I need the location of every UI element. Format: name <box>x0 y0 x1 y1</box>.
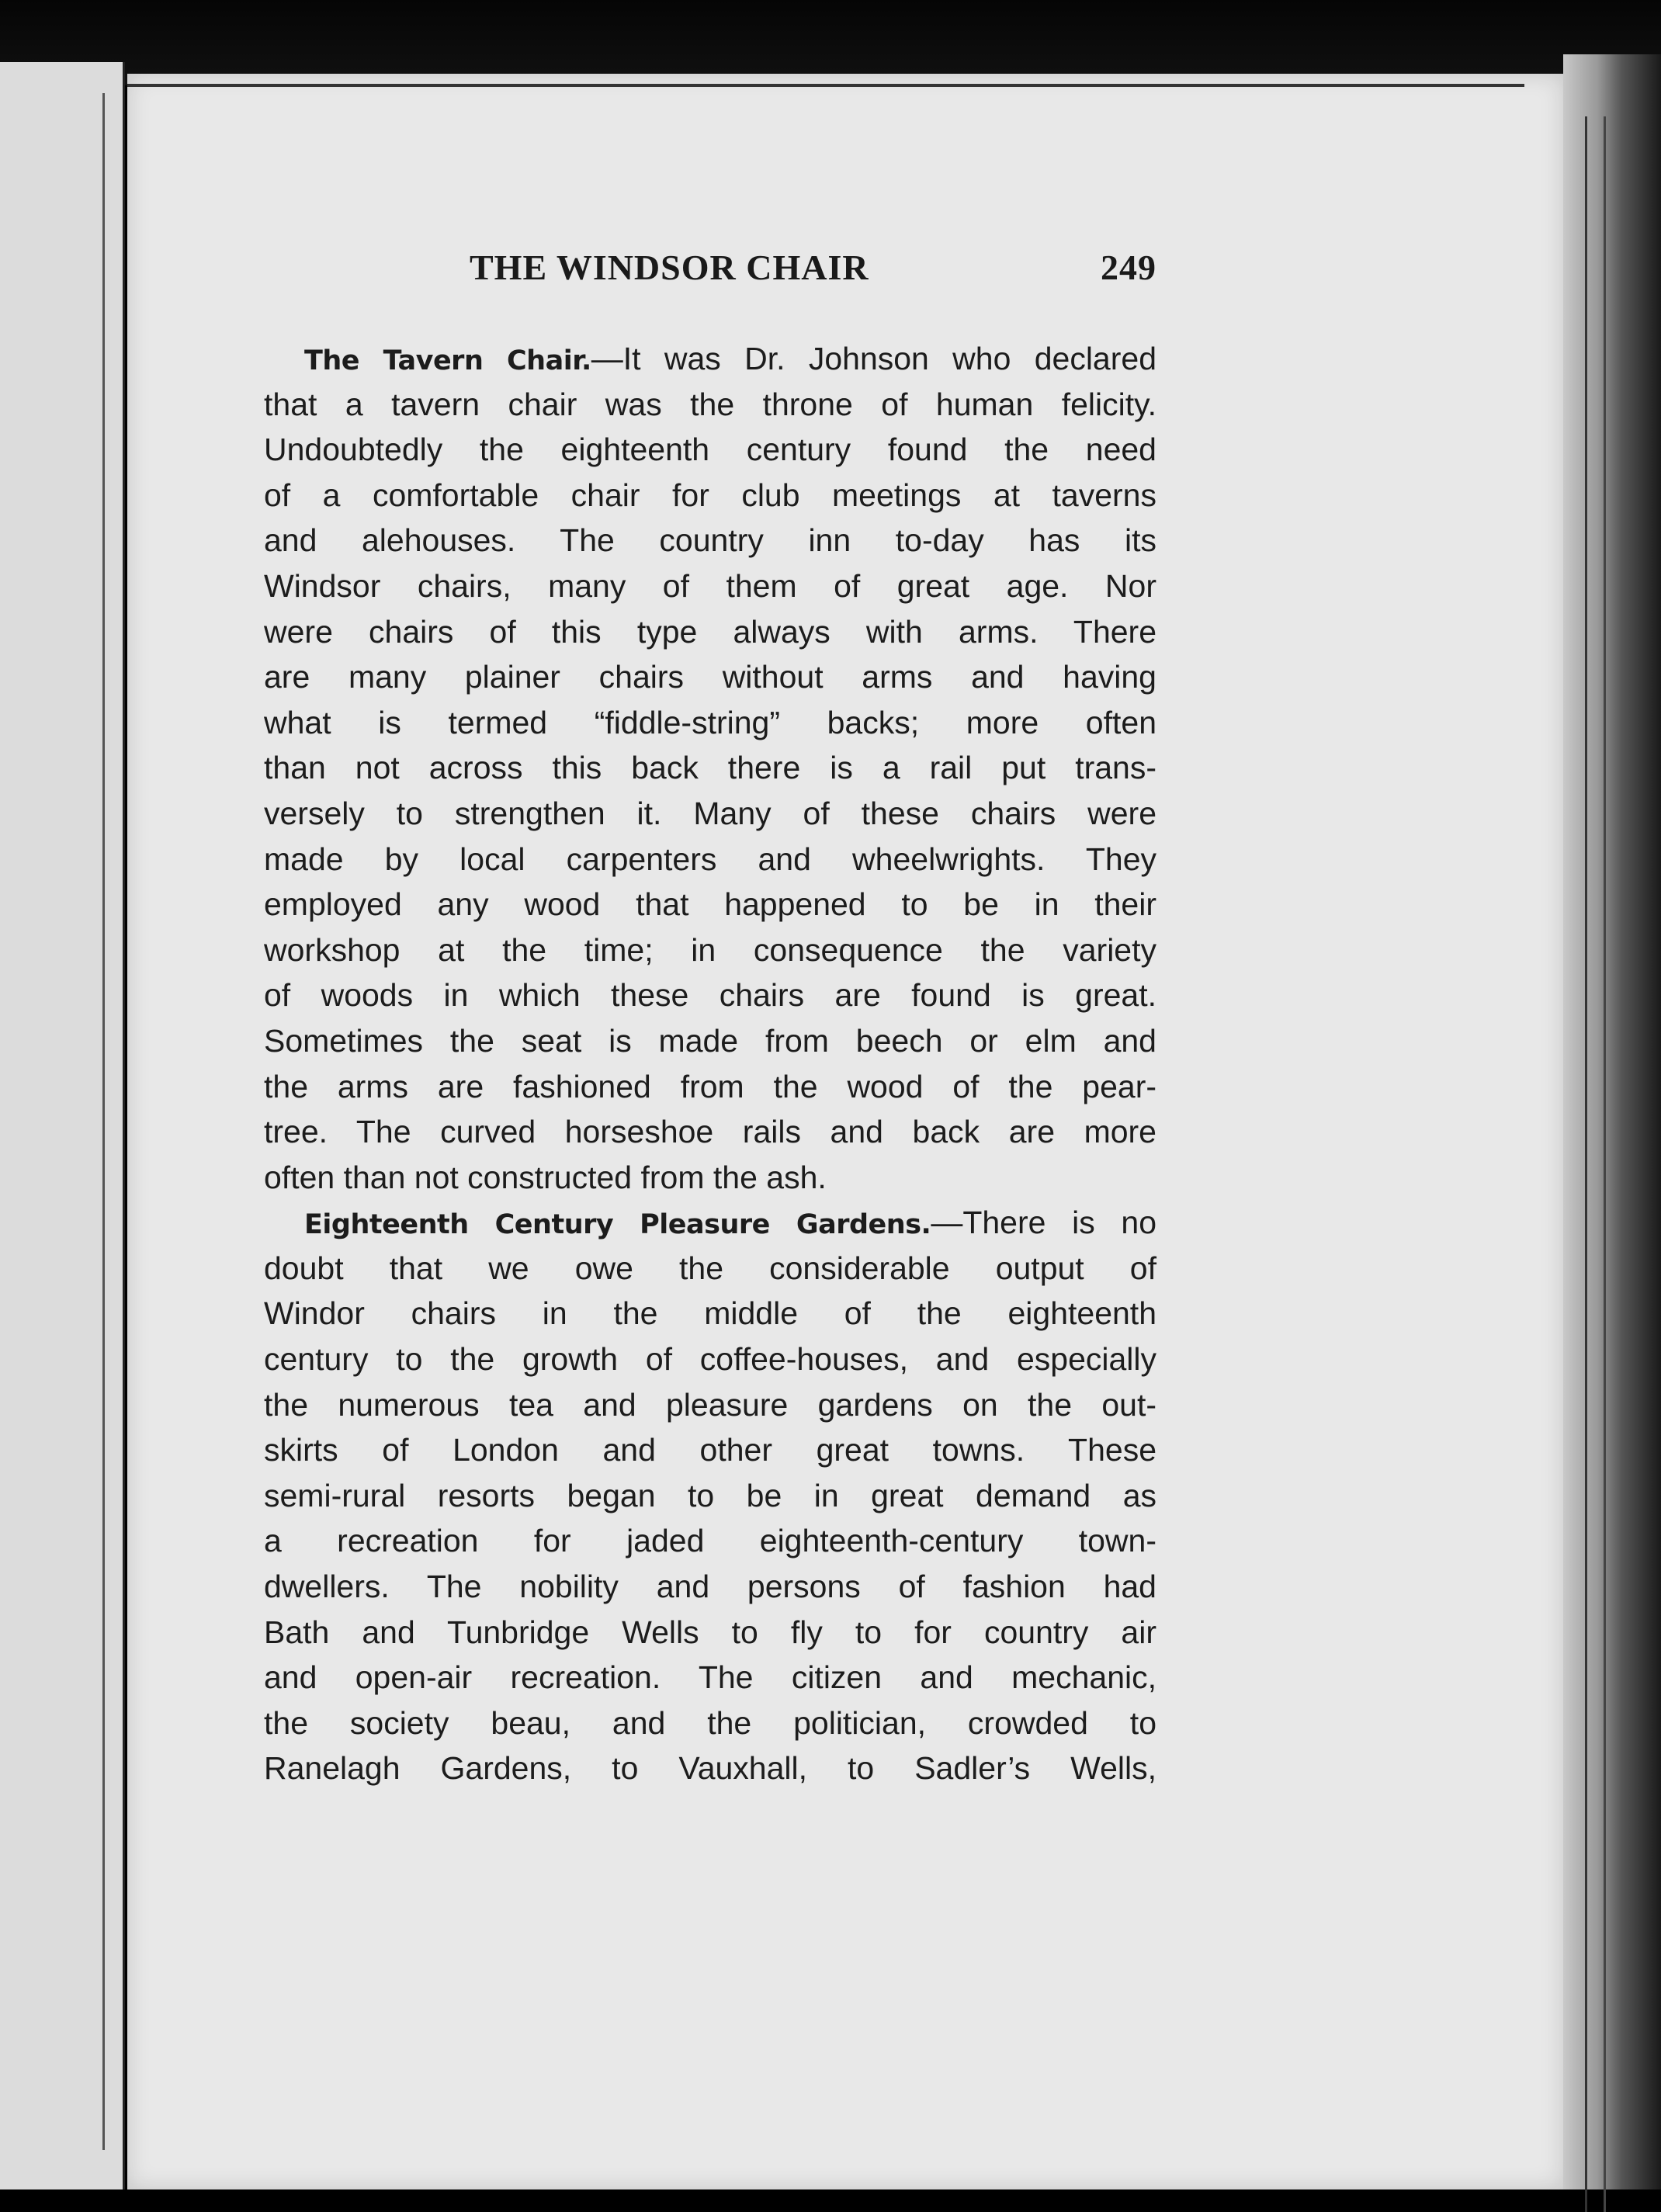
text-line: made by local carpenters and wheelwrights. They <box>264 841 1156 877</box>
text-line: The Tavern Chair.—It was Dr. Johnson who declared <box>304 341 1156 376</box>
section-heading: The Tavern Chair. <box>304 345 591 376</box>
fore-edge-line <box>1604 116 1606 2212</box>
text-line: often than not constructed from the ash. <box>264 1159 827 1195</box>
gutter-line <box>102 93 105 2150</box>
text-line: semi-rural resorts began to be in great demand as <box>264 1477 1156 1513</box>
text-line: a recreation for jaded eighteenth-century town- <box>264 1523 1156 1559</box>
text-line: Bath and Tunbridge Wells to fly to for country air <box>264 1614 1156 1650</box>
text-line: century to the growth of coffee-houses, and especially <box>264 1341 1156 1378</box>
running-head <box>264 247 1156 301</box>
text-line: skirts of London and other great towns. These <box>264 1432 1156 1468</box>
text-line: of woods in which these chairs are found is great. <box>264 977 1156 1014</box>
body-text <box>264 336 1156 1791</box>
page-top-edge <box>127 84 1524 87</box>
text-line: the society beau, and the politician, crowded to <box>264 1704 1156 1741</box>
text-line: workshop at the time; in consequence the variety <box>264 931 1156 968</box>
text-line: versely to strengthen it. Many of these chairs were <box>264 795 1156 831</box>
text-line: the numerous tea and pleasure gardens on the out- <box>264 1386 1156 1423</box>
text-line: that a tavern chair was the throne of human felicity. <box>264 386 1156 422</box>
fore-edge-line <box>1585 116 1587 2212</box>
text-line: dwellers. The nobility and persons of fashion had <box>264 1569 1156 1605</box>
text-line: doubt that we owe the considerable output of <box>264 1250 1156 1286</box>
section-heading: Eighteenth Century Pleasure Gardens. <box>304 1209 931 1241</box>
text-line: Undoubtedly the eighteenth century found the need <box>264 432 1156 468</box>
text-line: were chairs of this type always with arms. There <box>264 613 1156 650</box>
text-line: Ranelagh Gardens, to Vauxhall, to Sadler’s Wells, <box>264 1750 1156 1787</box>
text-line: what is termed “fiddle-string” backs; more often <box>264 704 1156 740</box>
text-line: Windsor chairs, many of them of great age. Nor <box>264 567 1156 604</box>
text-line: and open-air recreation. The citizen and mechanic, <box>264 1659 1156 1696</box>
facing-page-edge <box>0 62 125 2189</box>
scan-background-top <box>0 0 1661 85</box>
text-line: Windor chairs in the middle of the eighteenth <box>264 1295 1156 1332</box>
running-title: THE WINDSOR CHAIR <box>470 248 869 287</box>
text-line: employed any wood that happened to be in their <box>264 886 1156 923</box>
text-line: Sometimes the seat is made from beech or elm and <box>264 1022 1156 1059</box>
text-line: are many plainer chairs without arms and having <box>264 659 1156 695</box>
page-number: 249 <box>1101 248 1156 287</box>
page-fore-edge <box>1563 54 1661 2189</box>
text-line: than not across this back there is a rail put trans- <box>264 750 1156 786</box>
text-line: Eighteenth Century Pleasure Gardens.—There is no <box>304 1205 1156 1241</box>
text-line: of a comfortable chair for club meetings at taverns <box>264 477 1156 513</box>
text-line: and alehouses. The country inn to-day has its <box>264 522 1156 559</box>
text-line: the arms are fashioned from the wood of the pear- <box>264 1068 1156 1104</box>
text-line: tree. The curved horseshoe rails and back are more <box>264 1114 1156 1150</box>
